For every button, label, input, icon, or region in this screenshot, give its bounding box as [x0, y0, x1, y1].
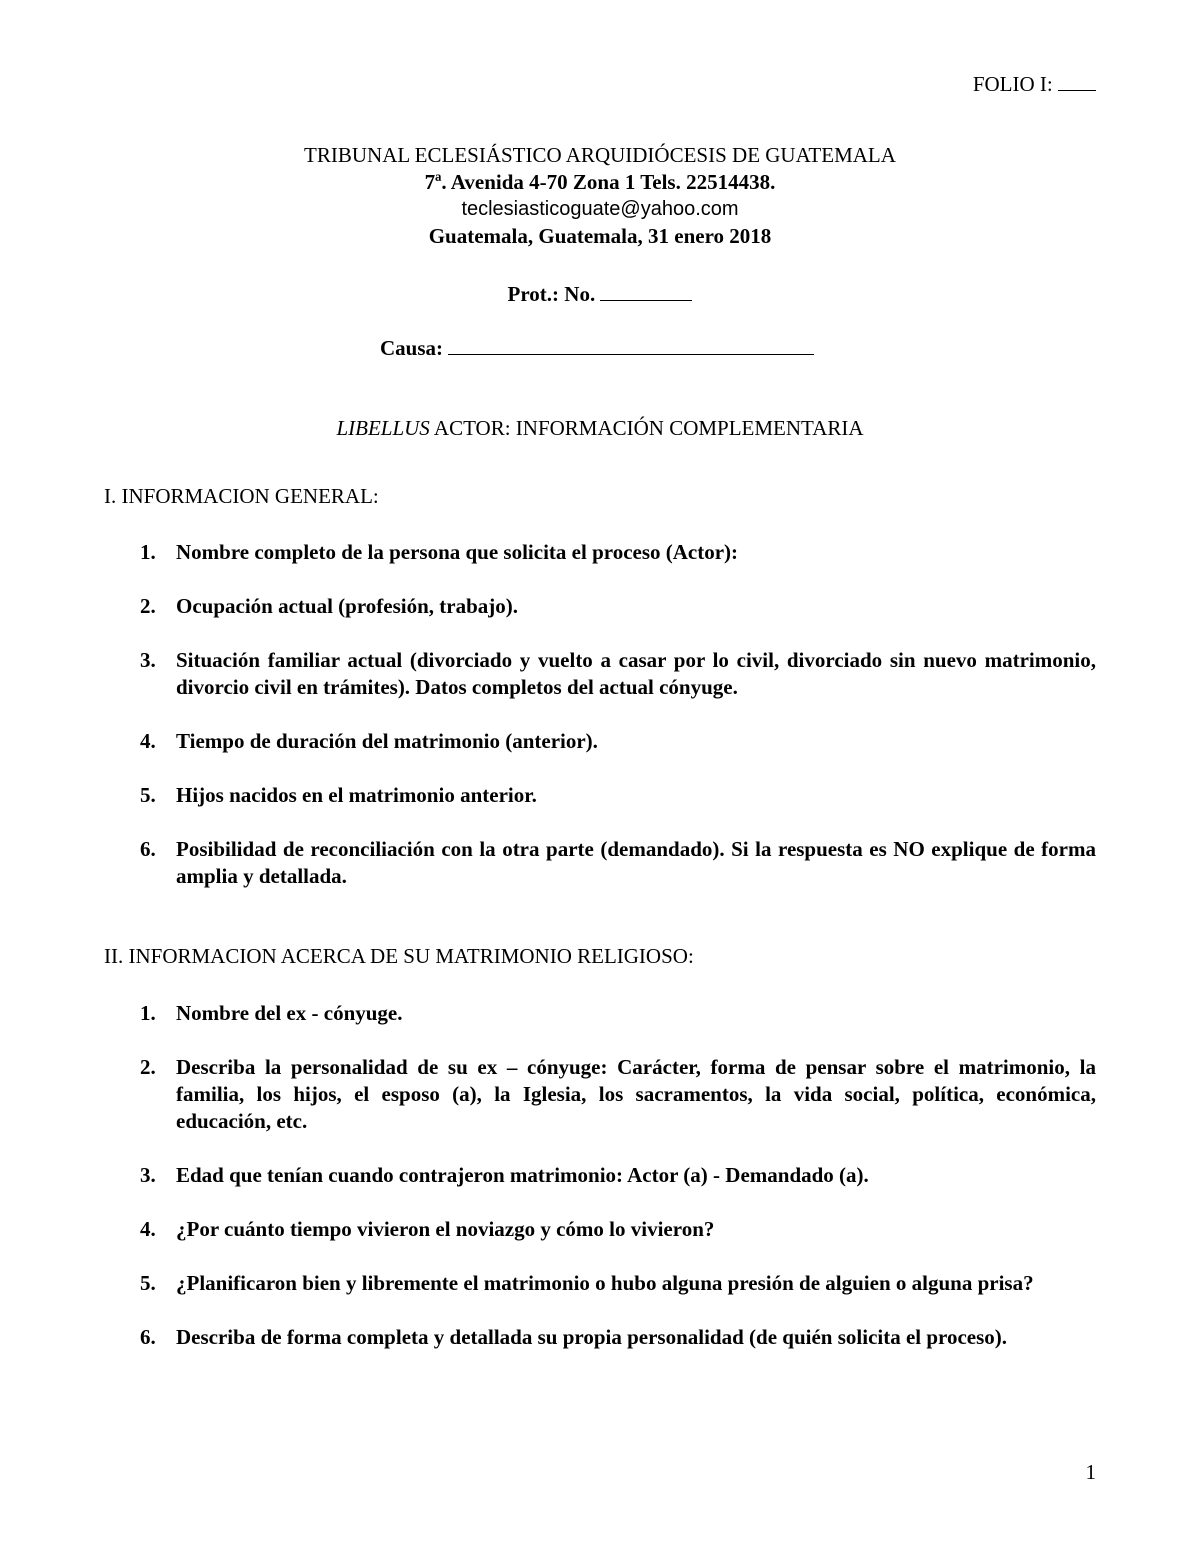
- list-item: [104, 1216, 1096, 1243]
- list-item: [104, 728, 1096, 755]
- list-item: [104, 1324, 1096, 1351]
- folio-blank-line: [1058, 72, 1096, 91]
- document-title-rest: ACTOR: INFORMACIÓN COMPLEMENTARIA: [429, 416, 864, 440]
- item-number: 3.: [140, 648, 156, 672]
- prot-field: [0, 282, 1200, 307]
- item-text: Ocupación actual (profesión, trabajo).: [176, 594, 519, 618]
- item-text: Edad que tenían cuando contrajeron matrimonio: Actor (a) - Demandado (a).: [176, 1163, 869, 1187]
- section-1-heading: I. INFORMACION GENERAL:: [104, 484, 379, 508]
- tribunal-name: TRIBUNAL ECLESIÁSTICO ARQUIDIÓCESIS DE GUATEMALA: [304, 143, 896, 167]
- list-item: [104, 1270, 1096, 1297]
- causa-field: [380, 336, 814, 361]
- folio-label: FOLIO I:: [972, 72, 1053, 96]
- causa-blank-line: [448, 336, 814, 355]
- item-text: ¿Planificaron bien y libremente el matrimonio o hubo alguna presión de alguien o alguna prisa?: [176, 1271, 1034, 1295]
- document-title-italic: LIBELLUS: [336, 416, 430, 440]
- list-item: [104, 539, 1096, 566]
- item-number: 5.: [140, 1271, 156, 1295]
- item-number: 5.: [140, 783, 156, 807]
- item-number: 2.: [140, 1055, 156, 1079]
- document-header: [0, 142, 1200, 250]
- list-item: [104, 593, 1096, 620]
- prot-blank-line: [600, 282, 692, 301]
- list-item: [104, 1162, 1096, 1189]
- item-number: 1.: [140, 1001, 156, 1025]
- list-item: [104, 647, 1096, 701]
- item-number: 1.: [140, 540, 156, 564]
- list-item: [104, 1000, 1096, 1027]
- item-text: Tiempo de duración del matrimonio (anterior).: [176, 729, 598, 753]
- item-text: Nombre completo de la persona que solicita el proceso (Actor):: [176, 540, 739, 564]
- list-item: [104, 782, 1096, 809]
- item-text: Describa la personalidad de su ex – cónyuge: Carácter, forma de pensar sobre el matrimonio, la familia, los hijos, el esposo (a), la Iglesia, los sacramentos, la vida social, política, económica, educación, etc.: [176, 1055, 1096, 1133]
- item-number: 4.: [140, 729, 156, 753]
- list-item: [104, 836, 1096, 890]
- item-text: Hijos nacidos en el matrimonio anterior.: [176, 783, 537, 807]
- item-text: Posibilidad de reconciliación con la otra parte (demandado). Si la respuesta es NO explique de forma amplia y detallada.: [176, 837, 1096, 888]
- item-number: 4.: [140, 1217, 156, 1241]
- item-text: Describa de forma completa y detallada su propia personalidad (de quién solicita el proceso).: [176, 1325, 1008, 1349]
- prot-label: Prot.: No.: [507, 282, 596, 306]
- tribunal-address: 7ª. Avenida 4-70 Zona 1 Tels. 22514438.: [424, 170, 776, 194]
- place-date: Guatemala, Guatemala, 31 enero 2018: [428, 224, 772, 248]
- item-text: ¿Por cuánto tiempo vivieron el noviazgo y cómo lo vivieron?: [176, 1217, 715, 1241]
- causa-label: Causa:: [380, 336, 444, 360]
- document-title: [0, 416, 1200, 441]
- page-number: 1: [1085, 1460, 1096, 1484]
- item-text: Situación familiar actual (divorciado y vuelto a casar por lo civil, divorciado sin nuevo matrimonio, divorcio civil en trámites). Datos completos del actual cónyuge.: [176, 648, 1096, 699]
- section-2-heading: II. INFORMACION ACERCA DE SU MATRIMONIO RELIGIOSO:: [104, 944, 694, 968]
- item-number: 6.: [140, 1325, 156, 1349]
- section-2-list: [104, 1000, 1096, 1378]
- section-1-list: [104, 539, 1096, 917]
- item-number: 3.: [140, 1163, 156, 1187]
- item-number: 2.: [140, 594, 156, 618]
- list-item: [104, 1054, 1096, 1135]
- tribunal-email: teclesiasticoguate@yahoo.com: [461, 198, 739, 220]
- item-number: 6.: [140, 837, 156, 861]
- item-text: Nombre del ex - cónyuge.: [176, 1001, 403, 1025]
- folio-field: [973, 72, 1096, 97]
